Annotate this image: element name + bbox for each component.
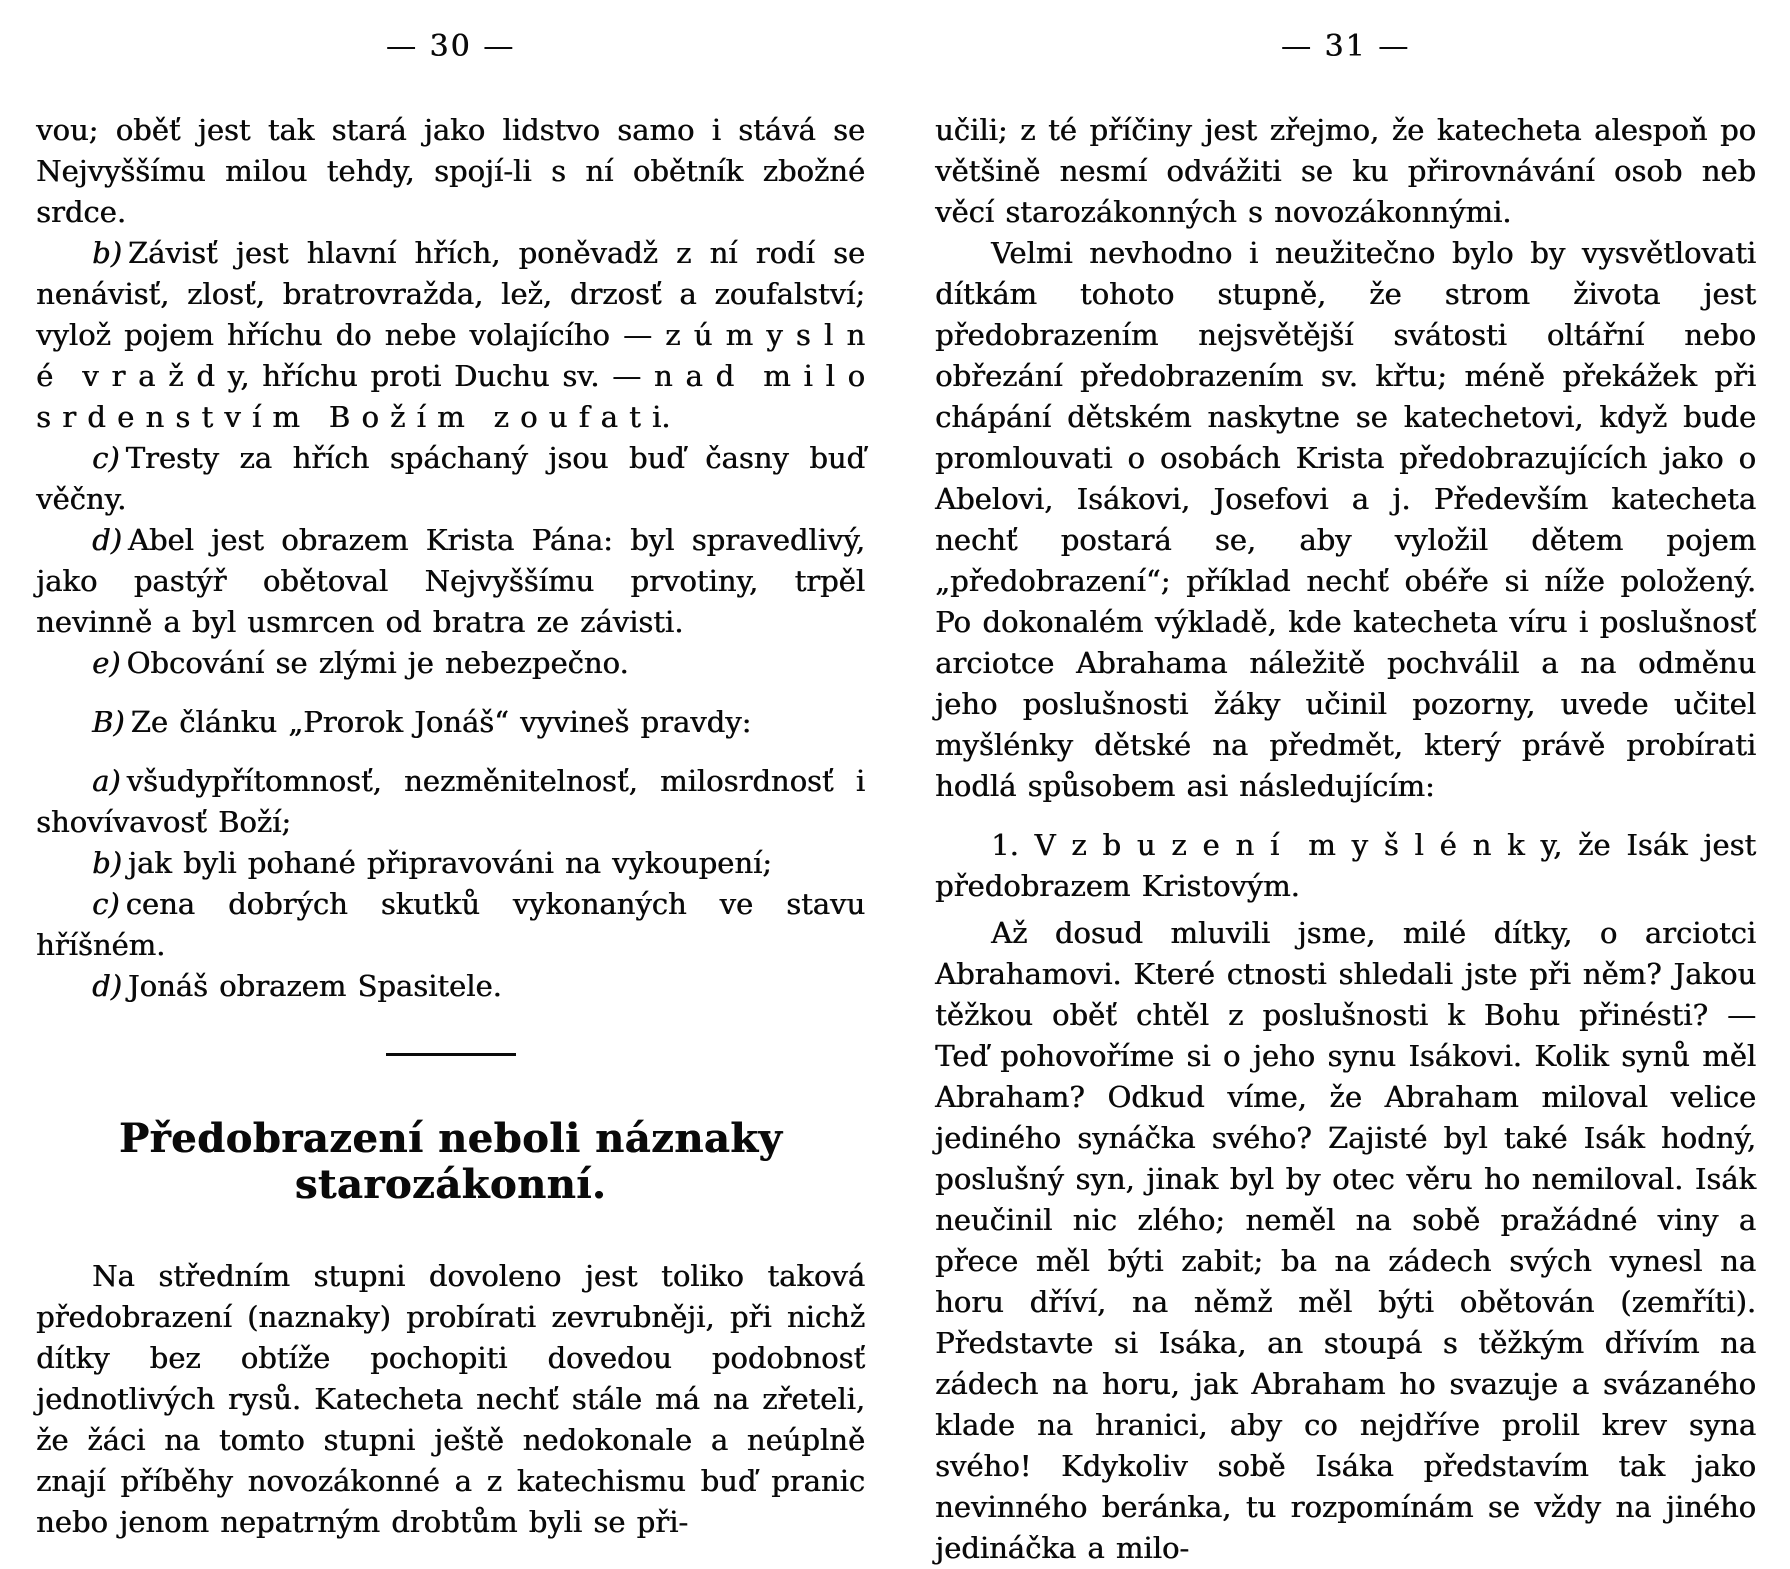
paragraph: Až dosud mluvili jsme, milé dítky, o arciotci Abrahamovi. Které ctnosti shledali jste při něm? Jakou těžkou oběť chtěl z poslušnosti k Bohu přinésti? — Teď pohovoříme si o jeho synu Isákovi. Kolik synů měl Abraham? Odkud víme, že Abraham miloval velice jediného synáčka svého? Zajisté byl také Isák hodný, poslušný syn, jinak byl by otec věru ho nemiloval. Isák neučinil nic zlého; neměl na sobě pražádné viny a přece měl býti zabit; ba na zádech svých vynesl na horu dříví, na němž měl býti obětován (zemříti). Představte si Isáka, an stoupá s těžkým dřívím na zádech na horu, jak Abraham ho svazuje a svázaného klade na hranici, aby co nejdříve prolil krev syna svého! Kdykoliv sobě Isáka představím tak jako nevinného beránka, tu rozpomínám se vždy na jiného jedináčka a milo- (935, 916, 1756, 1565)
page-30-text-block (36, 110, 865, 1543)
paragraph: 1. V z b u z e n í m y š l é n k y, že Isák jest předobrazem Kristovým. (935, 828, 1756, 903)
paragraph: Na středním stupni dovoleno jest toliko taková předobrazení (naznaky) probírati zevrubněji, při nichž dítky bez obtíže pochopiti dovedou podobnosť jednotlivých rysů. Katecheta nechť stále má na zřeteli, že žáci na tomto stupni ještě nedokonale a neúplně znají příběhy novozákonné a z katechismu buď pranic nebo jenom nepatrným drobtům byli se při- (36, 1259, 865, 1539)
paragraph: b) Závisť jest hlavní hřích, poněvadž z ní rodí se nenávisť, zlosť, bratrovražda, lež, drzosť a zoufalství; vylož pojem hříchu do nebe volajícího — z ú m y s l n é v r a ž d y, hříchu proti Duchu sv. — n a d m i l o s r d e n s t v í m B o ž í m z o u f a t i. (36, 236, 865, 434)
list-marker: c) (92, 887, 120, 921)
page-number-30: — 30 — (385, 29, 516, 64)
list-marker: d) (92, 969, 122, 1003)
paragraph: e) Obcování se zlými je nebezpečno. (92, 646, 629, 680)
book-page-30 (0, 0, 895, 1539)
paragraph: b) jak byli pohané připravováni na vykoupení; (92, 846, 772, 880)
list-marker: B) (92, 705, 125, 739)
list-marker: c) (92, 441, 120, 475)
section-heading: Předobrazení neboli náznaky starozákonní. (118, 1115, 783, 1208)
paragraph: c) cena dobrých skutků vykonaných ve stavu hříšném. (36, 887, 865, 962)
paragraph: B) Ze článku „Prorok Jonáš“ vyvineš pravdy: (92, 705, 752, 739)
list-marker: a) (92, 764, 121, 798)
paragraph: d) Abel jest obrazem Krista Pána: byl spravedlivý, jako pastýř obětoval Nejvyššímu prvotiny, trpěl nevinně a byl usmrcen od bratra ze závisti. (36, 523, 865, 639)
paragraph: d) Jonáš obrazem Spasitele. (92, 969, 502, 1003)
list-marker: e) (92, 646, 121, 680)
page-31-text-block (935, 110, 1756, 1569)
paragraph: a) všudypřítomnosť, nezměnitelnosť, milosrdnosť i shovívavosť Boží; (36, 764, 865, 839)
book-page-31 (895, 0, 1790, 1565)
page-number-31: — 31 — (1280, 29, 1411, 64)
paragraph: vou; oběť jest tak stará jako lidstvo samo i stává se Nejvyššímu milou tehdy, spojí-li s ní obětník zbožné srdce. (36, 113, 865, 229)
paragraph: c) Tresty za hřích spáchaný jsou buď časny buď věčny. (36, 441, 865, 516)
paragraph: učili; z té příčiny jest zřejmo, že katecheta alespoň po většině nesmí odvážiti se ku přirovnávání osob neb věcí starozákonných s novozákonnými. (935, 113, 1756, 229)
paragraph: Velmi nevhodno i neužitečno bylo by vysvětlovati dítkám tohoto stupně, že strom života jest předobrazením nejsvětější svátosti oltářní nebo obřezání předobrazením sv. křtu; méně překážek při chápání dětském naskytne se katechetovi, když bude promlouvati o osobách Krista předobrazujících jako o Abelovi, Isákovi, Josefovi a j. Především katecheta nechť postará se, aby vyložil dětem pojem „předobrazení“; příklad nechť obéře si níže položený. Po dokonalém výkladě, kde katecheta víru i poslušnosť arciotce Abrahama náležitě pochválil a na odměnu jeho poslušnosti žáky učinil pozorny, uvede učitel myšlénky dětské na předmět, který právě probírati hodlá spůsobem asi následujícím: (935, 236, 1756, 803)
section-divider (386, 1053, 516, 1056)
list-marker: b) (92, 846, 122, 880)
list-marker: d) (92, 523, 122, 557)
list-marker: b) (92, 236, 122, 270)
